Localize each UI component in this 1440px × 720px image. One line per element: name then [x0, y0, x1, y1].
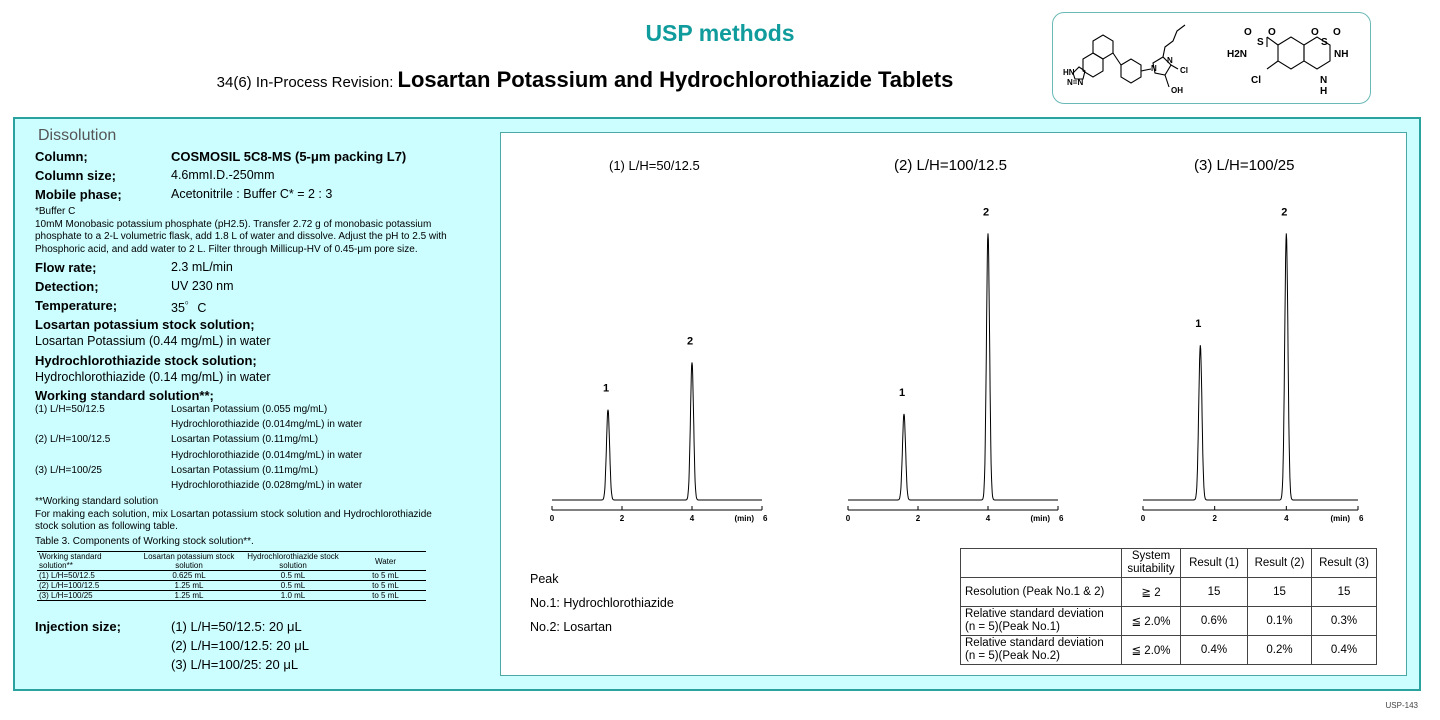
results-cell: ≦ 2.0%: [1122, 636, 1181, 665]
flow-rate-value: 2.3 mL/min: [171, 260, 233, 274]
results-row: [961, 636, 1377, 665]
table-header: Losartan potassium stock solution: [143, 552, 235, 570]
x-tick-label: 2: [1212, 514, 1217, 523]
peak-label: 2: [686, 335, 694, 348]
results-header: [961, 549, 1122, 578]
results-cell: 0.4%: [1181, 636, 1248, 665]
peak-note: Peak: [530, 572, 559, 586]
chromatogram-trace: [1143, 233, 1358, 500]
x-tick-label: 0: [549, 514, 555, 523]
chromatogram-title: (1) L/H=50/12.5: [609, 158, 700, 173]
peak-note: No.1: Hydrochlorothiazide: [530, 596, 674, 610]
x-axis-label: (min): [734, 514, 754, 523]
chromatogram-trace: [848, 233, 1058, 500]
peak-label: 2: [982, 206, 990, 219]
subtitle-main: Losartan Potassium and Hydrochlorothiazide Tablets: [397, 67, 954, 92]
table-cell: (2) L/H=100/12.5: [39, 581, 100, 590]
working-line: Losartan Potassium (0.11mg/mL): [171, 434, 319, 445]
hctz-stock-value: Hydrochlorothiazide (0.14 mg/mL) in water: [35, 370, 271, 384]
x-tick-label: 4: [689, 514, 695, 523]
results-header: Result (2): [1248, 549, 1312, 578]
chromatogram-title: (2) L/H=100/12.5: [894, 157, 1007, 174]
detection-label: Detection;: [35, 279, 99, 294]
working-note: For making each solution, mix Losartan potassium stock solution and Hydrochlorothiazide: [35, 508, 432, 520]
buffer-note: *Buffer C: [35, 206, 76, 217]
struct-label: Cl: [1180, 66, 1188, 75]
working-line: Hydrochlorothiazide (0.014mg/mL) in water: [171, 450, 363, 461]
struct-label: O: [1244, 27, 1252, 38]
working-line: Hydrochlorothiazide (0.014mg/mL) in water: [171, 419, 363, 430]
working-line: Losartan Potassium (0.055 mg/mL): [171, 404, 328, 415]
peak-label: 1: [602, 382, 610, 395]
results-header: Result (1): [1181, 549, 1248, 578]
table-header: Hydrochlorothiazide stock solution: [247, 552, 339, 570]
results-table: [960, 548, 1377, 665]
struct-label: N: [1320, 75, 1328, 86]
struct-label: HN: [1063, 68, 1075, 77]
buffer-note: phosphate to a 2-L volumetric flask, add 1.8 L of water and dissolve. Adjust the pH to 2.5 with: [35, 231, 447, 242]
losartan-stock-label: Losartan potassium stock solution;: [35, 317, 255, 332]
column-value: COSMOSIL 5C8-MS (5-μm packing L7): [171, 149, 407, 164]
struct-label: O: [1333, 27, 1341, 38]
table-cell: to 5 mL: [372, 591, 399, 600]
working-line: Hydrochlorothiazide (0.028mg/mL) in water: [171, 480, 363, 491]
table-caption: Table 3. Components of Working stock solution**.: [35, 536, 254, 547]
working-solution-label: Working standard solution**;: [35, 388, 214, 403]
results-cell: ≦ 2.0%: [1122, 607, 1181, 636]
temperature-label: Temperature;: [35, 298, 118, 313]
x-tick-label: 6: [1359, 514, 1364, 523]
results-cell: 0.6%: [1181, 607, 1248, 636]
results-header: System suitability: [1122, 549, 1181, 578]
table-cell: 0.5 mL: [280, 581, 306, 590]
table-cell: 1.25 mL: [174, 581, 204, 590]
working-name: (2) L/H=100/12.5: [35, 434, 111, 445]
x-tick-label: 2: [915, 514, 921, 523]
x-axis-label: (min): [1030, 514, 1050, 523]
x-tick-label: 6: [1059, 514, 1064, 523]
table-cell: to 5 mL: [372, 571, 399, 580]
table-cell: (3) L/H=100/25: [39, 591, 93, 600]
struct-label: OH: [1171, 86, 1183, 95]
results-cell: Relative standard deviation (n = 5)(Peak No.2): [961, 636, 1122, 665]
x-tick-label: 0: [845, 514, 851, 523]
peak-note: No.2: Losartan: [530, 620, 612, 634]
results-cell: ≧ 2: [1122, 578, 1181, 607]
working-note: **Working standard solution: [35, 496, 159, 507]
results-cell: 0.1%: [1248, 607, 1312, 636]
x-tick-label: 0: [1140, 514, 1146, 523]
injection-size-value: (3) L/H=100/25: 20 μL: [171, 657, 299, 672]
working-name: (3) L/H=100/25: [35, 465, 102, 476]
results-cell: Relative standard deviation (n = 5)(Peak No.1): [961, 607, 1122, 636]
struct-label: NH: [1334, 49, 1349, 60]
struct-label: N=N: [1067, 78, 1084, 87]
peak-label: 1: [1195, 318, 1202, 331]
detection-value: UV 230 nm: [171, 279, 234, 293]
struct-label: H: [1320, 86, 1328, 97]
results-row: [961, 578, 1377, 607]
injection-size-value: (1) L/H=50/12.5: 20 μL: [171, 619, 302, 634]
results-cell: 0.4%: [1312, 636, 1377, 665]
results-cell: 15: [1248, 578, 1312, 607]
struct-label: H2N: [1227, 49, 1248, 60]
peak-label: 2: [1281, 206, 1288, 219]
results-cell: 15: [1181, 578, 1248, 607]
table-cell: 0.5 mL: [280, 571, 306, 580]
flow-rate-label: Flow rate;: [35, 260, 97, 275]
table-cell: 0.625 mL: [172, 571, 206, 580]
column-size-value: 4.6mmI.D.-250mm: [171, 168, 275, 182]
page-number: USP-143: [1385, 701, 1418, 710]
injection-size-value: (2) L/H=100/12.5: 20 μL: [171, 638, 309, 653]
results-cell: Resolution (Peak No.1 & 2): [961, 578, 1122, 607]
mobile-phase-label: Mobile phase;: [35, 187, 122, 202]
table-cell: 1.0 mL: [280, 591, 306, 600]
table-cell: 1.25 mL: [174, 591, 204, 600]
chromatogram-trace: [552, 362, 762, 500]
column-size-label: Column size;: [35, 168, 116, 183]
results-header: Result (3): [1312, 549, 1377, 578]
working-line: Losartan Potassium (0.11mg/mL): [171, 465, 319, 476]
injection-size-label: Injection size;: [35, 619, 121, 634]
page-title: USP methods: [645, 20, 795, 46]
struct-label: S: [1257, 37, 1264, 48]
column-label: Column;: [35, 149, 88, 164]
results-cell: 0.2%: [1248, 636, 1312, 665]
x-tick-label: 4: [985, 514, 991, 523]
x-tick-label: 4: [1284, 514, 1289, 523]
buffer-note: 10mM Monobasic potassium phosphate (pH2.5). Transfer 2.72 g of monobasic potassium: [35, 218, 432, 230]
struct-label: O: [1311, 27, 1319, 38]
struct-label: Cl: [1251, 75, 1261, 86]
results-row: [961, 607, 1377, 636]
hctz-stock-label: Hydrochlorothiazide stock solution;: [35, 353, 257, 368]
table-header: Water: [374, 556, 397, 566]
results-cell: 15: [1312, 578, 1377, 607]
table-header: Working standard solution**: [39, 552, 102, 570]
x-axis-label: (min): [1330, 514, 1350, 523]
section-title: Dissolution: [38, 127, 117, 144]
x-tick-label: 2: [619, 514, 625, 523]
table-cell: (1) L/H=50/12.5: [39, 571, 95, 580]
results-cell: 0.3%: [1312, 607, 1377, 636]
mobile-phase-value: Acetonitrile : Buffer C* = 2 : 3: [171, 187, 333, 201]
struct-label: O: [1268, 27, 1276, 38]
temperature-value: 35゜C: [171, 301, 207, 315]
losartan-stock-value: Losartan Potassium (0.44 mg/mL) in water: [35, 334, 271, 348]
x-tick-label: 6: [763, 514, 768, 523]
working-note: stock solution as following table.: [35, 521, 178, 532]
subtitle-prefix: 34(6) In-Process Revision:: [216, 74, 398, 91]
struct-label: N: [1151, 64, 1157, 73]
struct-label: N: [1167, 56, 1173, 65]
chromatogram-title: (3) L/H=100/25: [1194, 157, 1295, 174]
table-cell: to 5 mL: [372, 581, 399, 590]
peak-label: 1: [898, 387, 906, 399]
results-header-row: [961, 549, 1377, 578]
struct-label: S: [1321, 37, 1328, 48]
working-name: (1) L/H=50/12.5: [35, 404, 105, 415]
buffer-note: Phosphoric acid, and add water to 2 L. Filter through Millicup-HV of 0.45-μm pore size.: [35, 243, 418, 255]
